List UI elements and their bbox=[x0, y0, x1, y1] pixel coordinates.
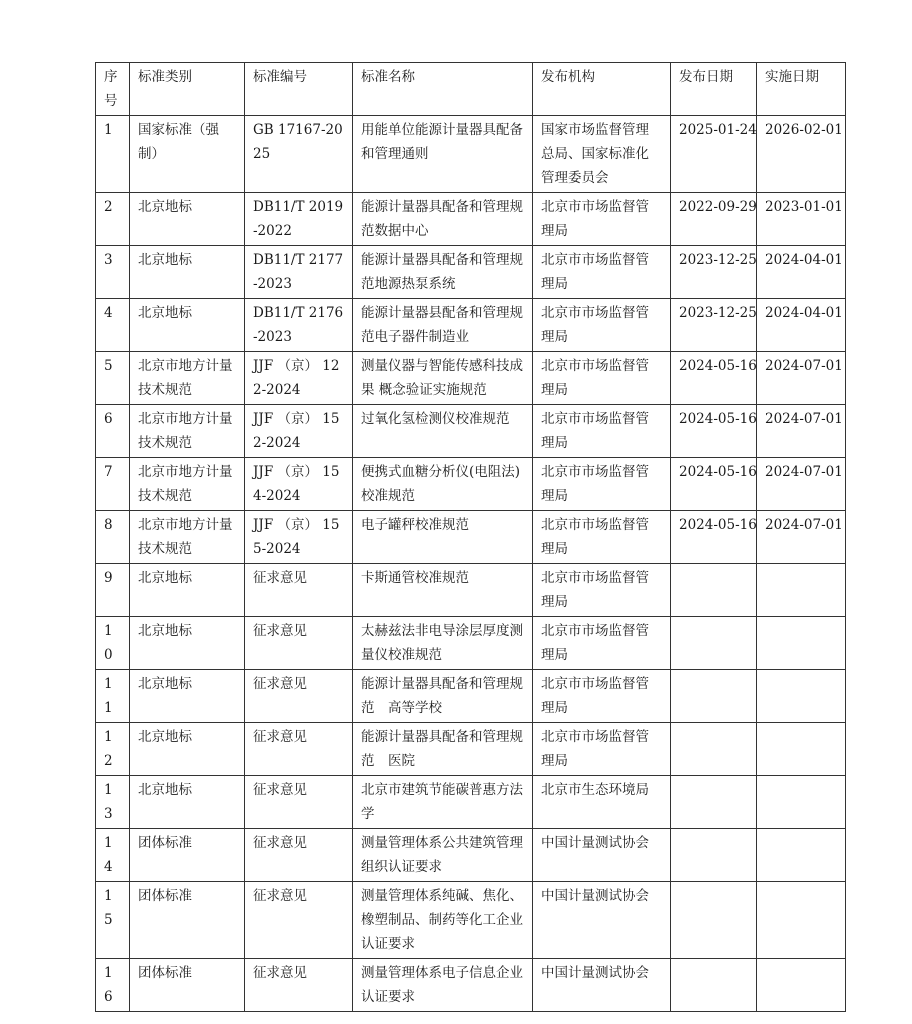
cell-name: 用能单位能源计量器具配备和管理通则 bbox=[353, 116, 533, 193]
cell-impl-date bbox=[757, 617, 846, 670]
cell-impl-date bbox=[757, 564, 846, 617]
cell-category: 北京市地方计量技术规范 bbox=[130, 405, 245, 458]
cell-code: 征求意见 bbox=[245, 670, 353, 723]
cell-org: 北京市市场监督管理局 bbox=[533, 617, 671, 670]
cell-category: 北京地标 bbox=[130, 193, 245, 246]
table-row bbox=[96, 458, 846, 511]
header-seq: 序号 bbox=[96, 63, 130, 116]
cell-category: 北京市地方计量技术规范 bbox=[130, 352, 245, 405]
cell-category: 北京市地方计量技术规范 bbox=[130, 511, 245, 564]
table-row bbox=[96, 116, 846, 193]
cell-impl-date: 2024-07-01 bbox=[757, 405, 846, 458]
cell-code: 征求意见 bbox=[245, 723, 353, 776]
cell-seq: 6 bbox=[96, 405, 130, 458]
table-row bbox=[96, 405, 846, 458]
cell-pub-date: 2023-12-25 bbox=[671, 299, 757, 352]
cell-impl-date: 2026-02-01 bbox=[757, 116, 846, 193]
cell-seq: 11 bbox=[96, 670, 130, 723]
cell-impl-date: 2024-07-01 bbox=[757, 511, 846, 564]
cell-pub-date: 2024-05-16 bbox=[671, 458, 757, 511]
table-row bbox=[96, 959, 846, 1012]
cell-impl-date bbox=[757, 829, 846, 882]
cell-seq: 8 bbox=[96, 511, 130, 564]
cell-impl-date bbox=[757, 776, 846, 829]
cell-impl-date: 2024-07-01 bbox=[757, 352, 846, 405]
cell-category: 北京地标 bbox=[130, 564, 245, 617]
cell-seq: 14 bbox=[96, 829, 130, 882]
table-row bbox=[96, 564, 846, 617]
cell-pub-date: 2022-09-29 bbox=[671, 193, 757, 246]
cell-org: 北京市市场监督管理局 bbox=[533, 352, 671, 405]
table-row bbox=[96, 352, 846, 405]
cell-impl-date: 2023-01-01 bbox=[757, 193, 846, 246]
cell-code: 征求意见 bbox=[245, 829, 353, 882]
cell-name: 便携式血糖分析仪(电阻法)校准规范 bbox=[353, 458, 533, 511]
cell-category: 北京市地方计量技术规范 bbox=[130, 458, 245, 511]
cell-code: JJF （京） 154-2024 bbox=[245, 458, 353, 511]
header-pub-date: 发布日期 bbox=[671, 63, 757, 116]
cell-org: 国家市场监督管理总局、国家标准化管理委员会 bbox=[533, 116, 671, 193]
cell-seq: 9 bbox=[96, 564, 130, 617]
cell-category: 国家标准（强制） bbox=[130, 116, 245, 193]
cell-name: 能源计量器具配备和管理规范 医院 bbox=[353, 723, 533, 776]
table-row bbox=[96, 617, 846, 670]
cell-seq: 16 bbox=[96, 959, 130, 1012]
cell-pub-date: 2024-05-16 bbox=[671, 405, 757, 458]
table-row bbox=[96, 299, 846, 352]
standards-table bbox=[95, 62, 846, 1012]
table-body bbox=[96, 116, 846, 1012]
cell-org: 北京市市场监督管理局 bbox=[533, 723, 671, 776]
cell-name: 太赫兹法非电导涂层厚度测量仪校准规范 bbox=[353, 617, 533, 670]
header-impl-date: 实施日期 bbox=[757, 63, 846, 116]
cell-seq: 7 bbox=[96, 458, 130, 511]
cell-pub-date bbox=[671, 564, 757, 617]
cell-code: DB11/T 2177-2023 bbox=[245, 246, 353, 299]
cell-pub-date: 2024-05-16 bbox=[671, 352, 757, 405]
cell-category: 团体标准 bbox=[130, 829, 245, 882]
cell-impl-date bbox=[757, 959, 846, 1012]
table-row bbox=[96, 723, 846, 776]
cell-pub-date bbox=[671, 959, 757, 1012]
cell-seq: 3 bbox=[96, 246, 130, 299]
cell-name: 测量管理体系纯碱、焦化、橡塑制品、制药等化工企业认证要求 bbox=[353, 882, 533, 959]
cell-org: 北京市市场监督管理局 bbox=[533, 670, 671, 723]
cell-code: JJF （京） 155-2024 bbox=[245, 511, 353, 564]
table-row bbox=[96, 776, 846, 829]
cell-category: 北京地标 bbox=[130, 299, 245, 352]
cell-pub-date: 2025-01-24 bbox=[671, 116, 757, 193]
cell-pub-date bbox=[671, 829, 757, 882]
cell-code: 征求意见 bbox=[245, 564, 353, 617]
cell-pub-date bbox=[671, 723, 757, 776]
header-name: 标准名称 bbox=[353, 63, 533, 116]
cell-code: 征求意见 bbox=[245, 617, 353, 670]
cell-category: 团体标准 bbox=[130, 882, 245, 959]
cell-seq: 10 bbox=[96, 617, 130, 670]
cell-category: 北京地标 bbox=[130, 776, 245, 829]
cell-seq: 15 bbox=[96, 882, 130, 959]
cell-name: 测量管理体系公共建筑管理组织认证要求 bbox=[353, 829, 533, 882]
cell-code: DB11/T 2176-2023 bbox=[245, 299, 353, 352]
cell-seq: 12 bbox=[96, 723, 130, 776]
cell-org: 北京市市场监督管理局 bbox=[533, 299, 671, 352]
cell-org: 北京市市场监督管理局 bbox=[533, 458, 671, 511]
cell-category: 团体标准 bbox=[130, 959, 245, 1012]
cell-code: 征求意见 bbox=[245, 882, 353, 959]
cell-seq: 4 bbox=[96, 299, 130, 352]
table-row bbox=[96, 670, 846, 723]
cell-category: 北京地标 bbox=[130, 617, 245, 670]
cell-seq: 13 bbox=[96, 776, 130, 829]
cell-code: 征求意见 bbox=[245, 776, 353, 829]
cell-org: 北京市生态环境局 bbox=[533, 776, 671, 829]
cell-pub-date bbox=[671, 776, 757, 829]
cell-name: 电子罐秤校准规范 bbox=[353, 511, 533, 564]
table-row bbox=[96, 882, 846, 959]
cell-name: 能源计量器县配备和管理规范电子器件制造业 bbox=[353, 299, 533, 352]
cell-org: 北京市市场监督管理局 bbox=[533, 246, 671, 299]
cell-code: JJF （京） 152-2024 bbox=[245, 405, 353, 458]
cell-org: 北京市市场监督管理局 bbox=[533, 405, 671, 458]
cell-name: 北京市建筑节能碳普惠方法学 bbox=[353, 776, 533, 829]
cell-impl-date: 2024-04-01 bbox=[757, 246, 846, 299]
header-code: 标准编号 bbox=[245, 63, 353, 116]
cell-name: 卡斯通管校准规范 bbox=[353, 564, 533, 617]
cell-impl-date: 2024-04-01 bbox=[757, 299, 846, 352]
cell-impl-date: 2024-07-01 bbox=[757, 458, 846, 511]
cell-seq: 1 bbox=[96, 116, 130, 193]
table-row bbox=[96, 829, 846, 882]
cell-impl-date bbox=[757, 670, 846, 723]
cell-name: 测量仪器与智能传感科技成果 概念验证实施规范 bbox=[353, 352, 533, 405]
cell-pub-date bbox=[671, 882, 757, 959]
cell-category: 北京地标 bbox=[130, 670, 245, 723]
cell-pub-date bbox=[671, 670, 757, 723]
cell-org: 北京市市场监督管理局 bbox=[533, 193, 671, 246]
header-category: 标准类别 bbox=[130, 63, 245, 116]
cell-org: 中国计量测试协会 bbox=[533, 829, 671, 882]
cell-seq: 5 bbox=[96, 352, 130, 405]
table-row bbox=[96, 511, 846, 564]
cell-name: 能源计量器具配备和管理规范数据中心 bbox=[353, 193, 533, 246]
cell-org: 北京市市场监督管理局 bbox=[533, 564, 671, 617]
cell-code: 征求意见 bbox=[245, 959, 353, 1012]
header-org: 发布机构 bbox=[533, 63, 671, 116]
cell-org: 北京市市场监督管理局 bbox=[533, 511, 671, 564]
cell-impl-date bbox=[757, 882, 846, 959]
cell-pub-date bbox=[671, 617, 757, 670]
cell-category: 北京地标 bbox=[130, 723, 245, 776]
cell-pub-date: 2024-05-16 bbox=[671, 511, 757, 564]
cell-seq: 2 bbox=[96, 193, 130, 246]
cell-name: 能源计量器具配备和管理规范地源热泵系统 bbox=[353, 246, 533, 299]
cell-category: 北京地标 bbox=[130, 246, 245, 299]
table-header-row bbox=[96, 63, 846, 116]
cell-pub-date: 2023-12-25 bbox=[671, 246, 757, 299]
table-row bbox=[96, 193, 846, 246]
cell-impl-date bbox=[757, 723, 846, 776]
cell-name: 过氧化氢检测仪校准规范 bbox=[353, 405, 533, 458]
cell-code: DB11/T 2019-2022 bbox=[245, 193, 353, 246]
cell-name: 测量管理体系电子信息企业认证要求 bbox=[353, 959, 533, 1012]
cell-org: 中国计量测试协会 bbox=[533, 882, 671, 959]
cell-code: JJF （京） 122-2024 bbox=[245, 352, 353, 405]
cell-code: GB 17167-2025 bbox=[245, 116, 353, 193]
cell-name: 能源计量器具配备和管理规范 高等学校 bbox=[353, 670, 533, 723]
table-row bbox=[96, 246, 846, 299]
cell-org: 中国计量测试协会 bbox=[533, 959, 671, 1012]
